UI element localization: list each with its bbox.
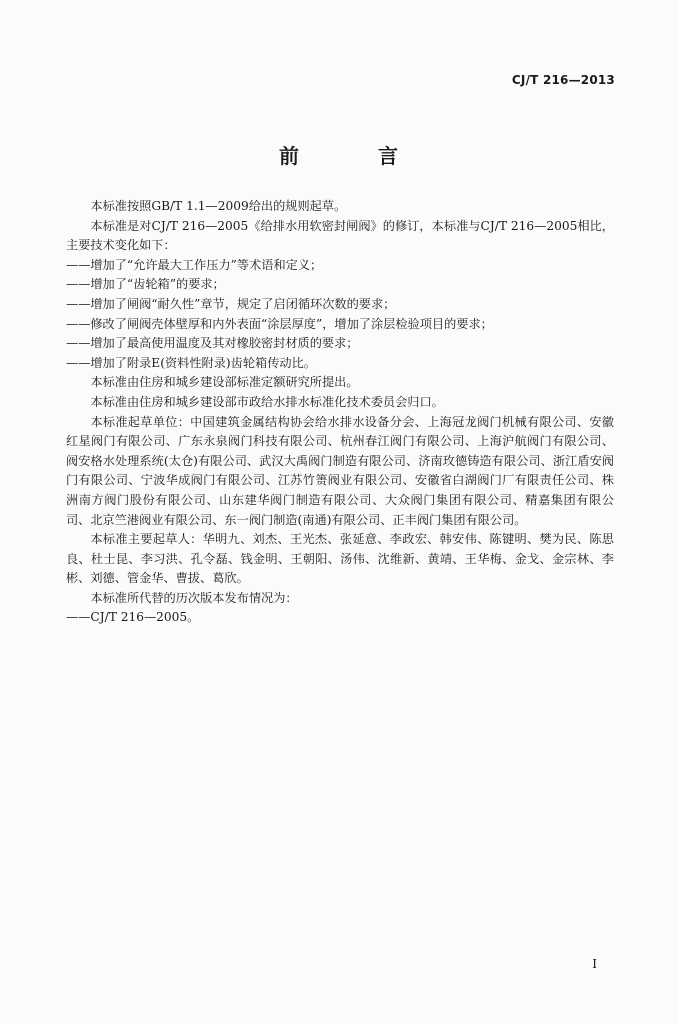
foreword-body [66, 197, 614, 628]
paragraph-drafting-rules: 本标准按照GB/T 1.1—2009给出的规则起草。 [90, 199, 347, 213]
paragraph-administered-by: 本标准由住房和城乡建设部市政给水排水标准化技术委员会归口。 [90, 394, 444, 409]
paragraph-main-drafters: 本标准主要起草人：华明九、刘杰、王光杰、张延意、李政宏、韩安伟、陈键明、樊为民、陈思良、杜士昆、李习洪、孔令磊、钱金明、王朝阳、汤伟、沈维新、黄靖、王华梅、金戈、金宗林、李彬、刘德、管金华、曹拔、葛欣。 [66, 532, 614, 586]
paragraph-revision-summary: 本标准是对CJ/T 216—2005《给排水用软密封闸阀》的修订，本标准与CJ/T 216—2005相比，主要技术变化如下： [66, 218, 614, 253]
standard-code: CJ/T 216—2013 [511, 73, 615, 87]
page-title: 前 言 [279, 144, 434, 168]
change-item: ——增加了闸阀“耐久性”章节，规定了启闭循环次数的要求； [66, 296, 396, 311]
change-item: ——增加了最高使用温度及其对橡胶密封材质的要求； [66, 336, 359, 351]
change-item: ——增加了“齿轮箱”的要求； [66, 277, 225, 292]
change-item: ——增加了附录E(资料性附录)齿轮箱传动比。 [66, 355, 316, 370]
history-item: ——CJ/T 216—2005。 [66, 610, 200, 625]
change-item: ——修改了闸阀壳体壁厚和内外表面“涂层厚度”，增加了涂层检验项目的要求； [66, 316, 493, 331]
paragraph-previous-editions: 本标准所代替的历次版本发布情况为： [90, 590, 298, 605]
paragraph-drafting-units: 本标准起草单位：中国建筑金属结构协会给水排水设备分会、上海冠龙阀门机械有限公司、安徽红星阀门有限公司、广东永泉阀门科技有限公司、杭州春江阀门有限公司、上海沪航阀门有限公司、阀安格水处理系统(太仓)有限公司、武汉大禹阀门制造有限公司、济南玫德铸造有限公司、浙江盾安阀门有限公司、宁波华成阀门有限公司、江苏竹箦阀业有限公司、安徽省白湖阀门厂有限责任公司、株洲南方阀门股份有限公司、山东建华阀门制造有限公司、大众阀门集团有限公司、精嘉集团有限公司、北京竺港阀业有限公司、东一阀门制造(南通)有限公司、正丰阀门集团有限公司。 [66, 414, 614, 527]
change-item: ——增加了“允许最大工作压力”等术语和定义； [66, 257, 323, 272]
paragraph-proposed-by: 本标准由住房和城乡建设部标准定额研究所提出。 [90, 375, 359, 390]
page-number: I [592, 957, 597, 971]
